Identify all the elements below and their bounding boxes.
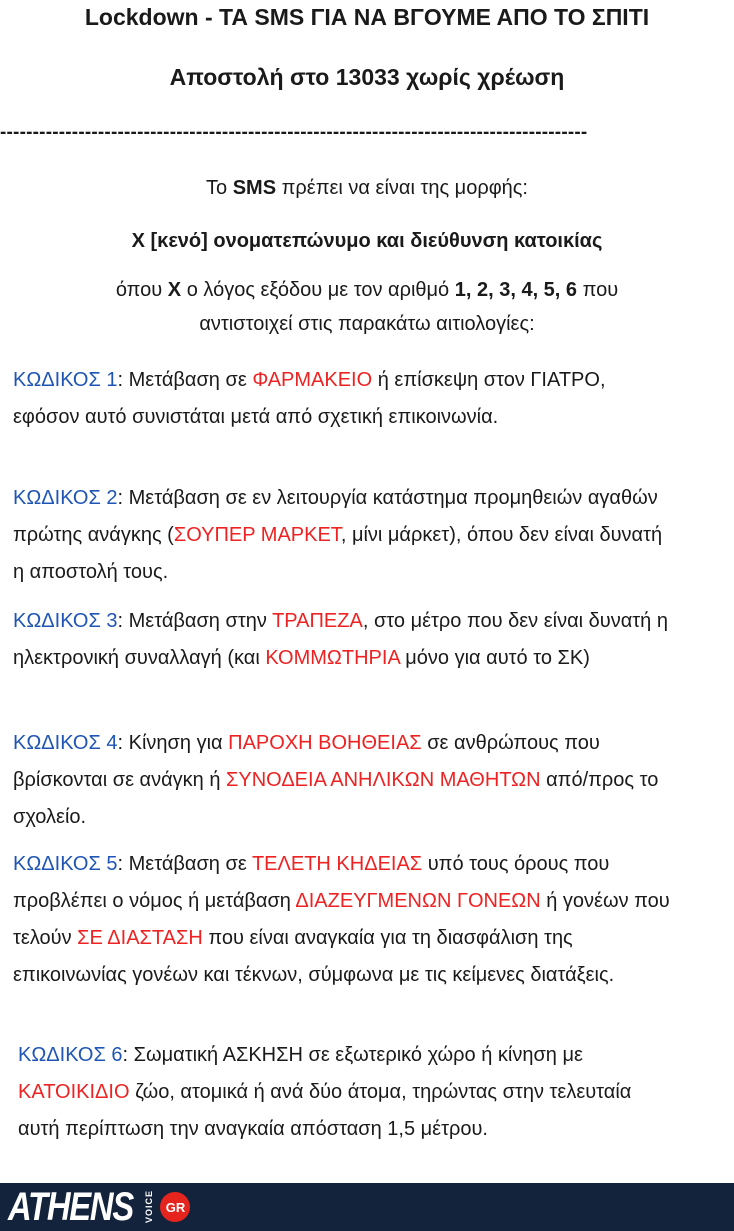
code-block-4 bbox=[13, 725, 673, 836]
code-highlight: ΤΡΑΠΕΖΑ bbox=[272, 610, 363, 632]
code-text: : Μετάβαση στην bbox=[117, 610, 273, 632]
code-highlight: ΣΟΥΠΕΡ ΜΑΡΚΕΤ bbox=[173, 524, 341, 546]
code-highlight: ΣΥΝΟΔΕΙΑ ΑΝΗΛΙΚΩΝ ΜΑΘΗΤΩΝ bbox=[226, 769, 541, 791]
format-intro bbox=[0, 170, 734, 206]
code-text: μόνο για αυτό το ΣΚ) bbox=[399, 647, 590, 669]
where-post: που bbox=[577, 279, 619, 301]
where-mid: ο λόγος εξόδου με τον αριθμό bbox=[181, 279, 455, 301]
code-text: ζώο, ατομικά ή ανά δύο άτομα, τηρώντας στην τελευταία αυτή περίπτωση την αναγκαία απόσταση 1,5 μέτρου. bbox=[18, 1081, 632, 1140]
code-label: ΚΩΔΙΚΟΣ 1 bbox=[13, 369, 118, 391]
code-text: , στο μέτρο που δεν είναι δυνατή η ηλεκτρονική συναλλαγή (και bbox=[13, 610, 668, 669]
code-block-1 bbox=[13, 362, 673, 436]
code-text: : Κίνηση για bbox=[117, 732, 229, 754]
code-text: : Σωματική ΑΣΚΗΣΗ σε εξωτερικό χώρο ή κίνηση με bbox=[122, 1044, 583, 1066]
code-text: : Μετάβαση σε bbox=[117, 369, 253, 391]
code-block-3 bbox=[13, 603, 673, 677]
code-block-6 bbox=[18, 1037, 658, 1148]
code-highlight: ΔΙΑΖΕΥΓΜΕΝΩΝ ΓΟΝΕΩΝ bbox=[295, 890, 541, 912]
code-text: : Μετάβαση σε bbox=[117, 853, 252, 875]
format-intro-post: πρέπει να είναι της μορφής: bbox=[276, 177, 528, 199]
format-where-line1 bbox=[0, 272, 734, 308]
code-text: υπό τους όρους που προβλέπει ο νόμος ή μετάβαση bbox=[13, 853, 610, 912]
code-highlight: ΠΑΡΟΧΗ ΒΟΗΘΕΙΑΣ bbox=[228, 732, 422, 754]
format-intro-sms: SMS bbox=[232, 177, 277, 199]
code-highlight: ΦΑΡΜΑΚΕΙΟ bbox=[252, 369, 373, 391]
code-label: ΚΩΔΙΚΟΣ 2 bbox=[13, 487, 118, 509]
where-pre: όπου bbox=[115, 279, 168, 301]
code-highlight: ΤΕΛΕΤΗ ΚΗΔΕΙΑΣ bbox=[251, 853, 423, 875]
code-text: σε ανθρώπους που βρίσκονται σε ανάγκη ή bbox=[13, 732, 600, 791]
page-title: Lockdown - ΤΑ SMS ΓΙΑ ΝΑ ΒΓΟΥΜΕ ΑΠΟ ΤΟ ΣΠΙΤΙ bbox=[84, 4, 650, 30]
format-intro-pre: Το bbox=[206, 177, 233, 199]
where-x: Χ bbox=[167, 279, 182, 301]
code-label: ΚΩΔΙΚΟΣ 3 bbox=[13, 610, 118, 632]
code-text: από/προς το σχολείο. bbox=[13, 769, 659, 828]
divider-line: ------------------------------------------------------------------------------------------ bbox=[0, 122, 588, 143]
code-highlight: ΣΕ ΔΙΑΣΤΑΣΗ bbox=[77, 927, 203, 949]
athens-voice-logo[interactable] bbox=[8, 1183, 190, 1231]
code-text: , μίνι μάρκετ), όπου δεν είναι δυνατή η αποστολή τους. bbox=[13, 524, 663, 583]
where-numbers: 1, 2, 3, 4, 5, 6 bbox=[454, 279, 578, 301]
code-block-5 bbox=[13, 846, 673, 994]
code-text: που είναι αναγκαία για τη διασφάλιση της επικοινωνίας γονέων και τέκνων, σύμφωνα με τις κείμενες διατάξεις. bbox=[13, 927, 615, 986]
code-highlight: ΚΑΤΟΙΚΙΔΙΟ bbox=[18, 1081, 130, 1103]
sms-template: Χ [κενό] ονοματεπώνυμο και διεύθυνση κατοικίας bbox=[131, 230, 603, 252]
code-highlight: ΚΟΜΜΩΤΗΡΙΑ bbox=[265, 647, 400, 669]
page-subtitle: Αποστολή στο 13033 χωρίς χρέωση bbox=[169, 64, 565, 90]
code-text: ή επίσκεψη στον ΓΙΑΤΡΟ, εφόσον αυτό συνιστάται μετά από σχετική επικοινωνία. bbox=[13, 369, 606, 428]
gr-badge-icon: GR bbox=[160, 1192, 190, 1222]
logo-brand-text: ATHENS bbox=[8, 1184, 134, 1229]
logo-voice-text: VOICE bbox=[144, 1190, 155, 1224]
code-text: ή γονέων που τελούν bbox=[13, 890, 670, 949]
format-where-line2: αντιστοιχεί στις παρακάτω αιτιολογίες: bbox=[199, 313, 535, 335]
code-label: ΚΩΔΙΚΟΣ 5 bbox=[13, 853, 118, 875]
code-label: ΚΩΔΙΚΟΣ 4 bbox=[13, 732, 118, 754]
code-block-2 bbox=[13, 480, 673, 591]
code-text: : Μετάβαση σε εν λειτουργία κατάστημα προμηθειών αγαθών πρώτης ανάγκης ( bbox=[13, 487, 658, 546]
code-label: ΚΩΔΙΚΟΣ 6 bbox=[18, 1044, 123, 1066]
footer-bar bbox=[0, 1183, 734, 1231]
